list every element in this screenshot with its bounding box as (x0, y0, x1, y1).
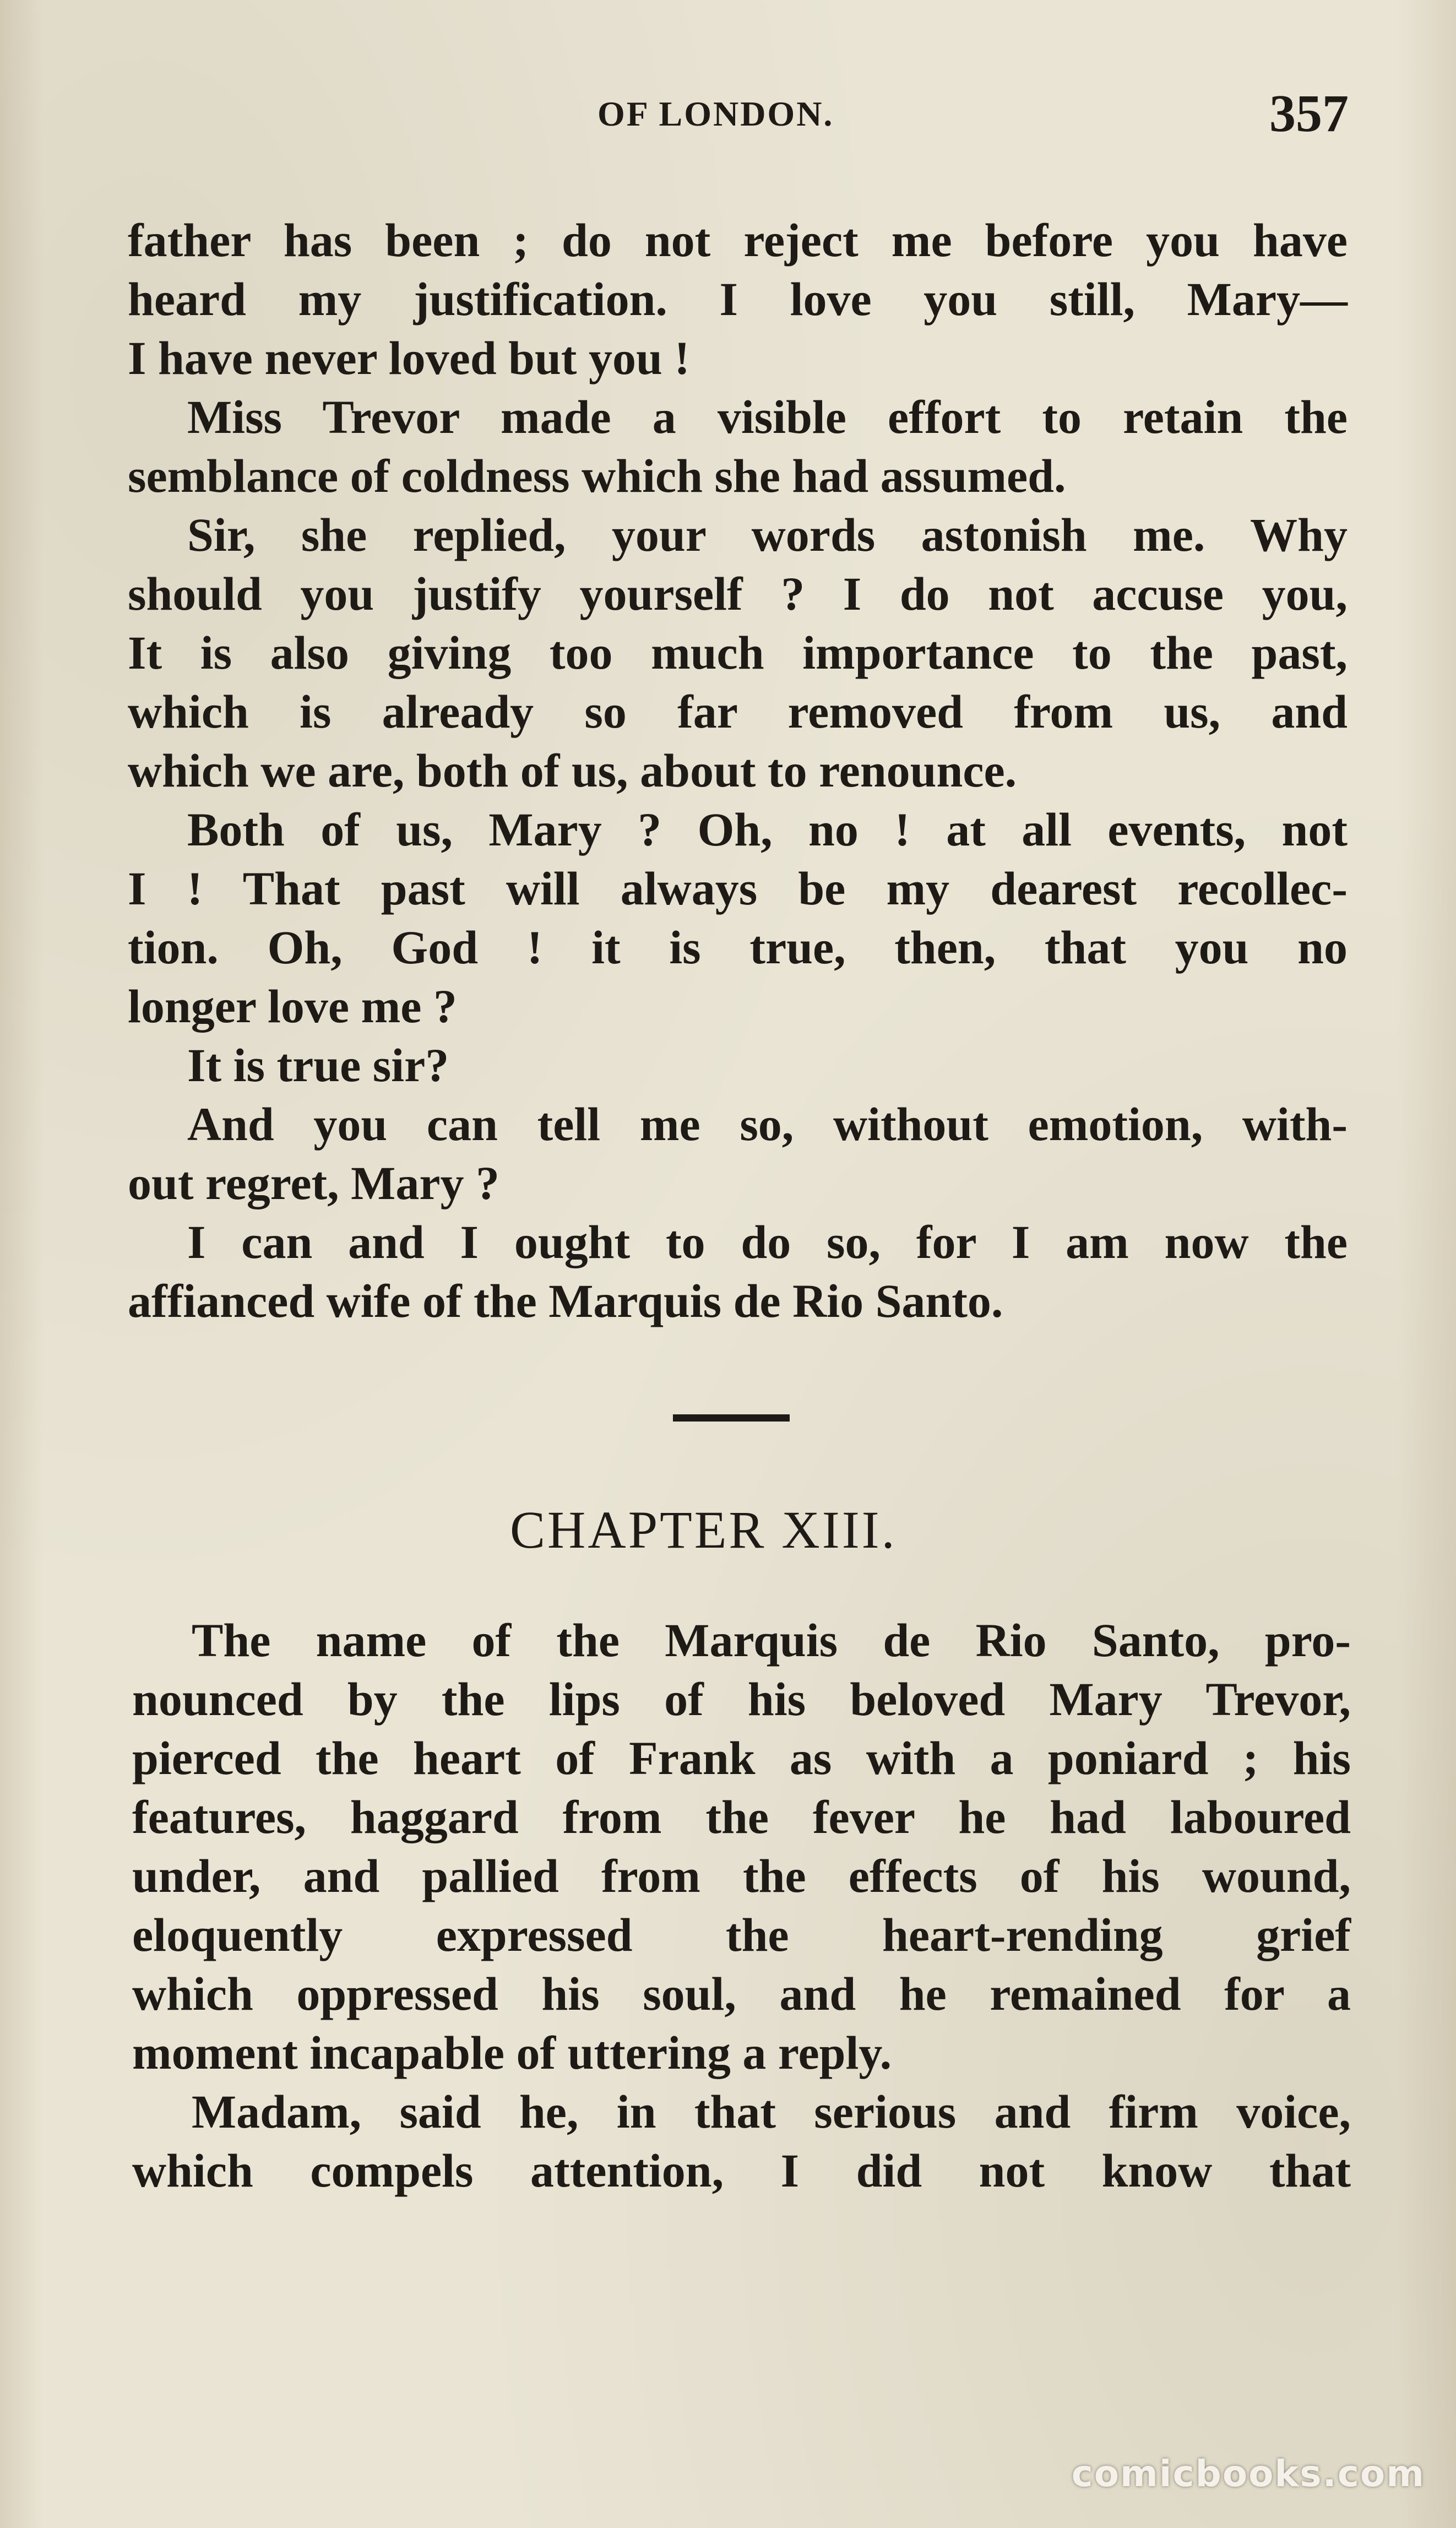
text-line: which we are, both of us, about to renounce. (128, 744, 1017, 797)
text-line: moment incapable of uttering a reply. (132, 2026, 892, 2079)
text-line: It is true sir? (187, 1039, 449, 1092)
text-line: heard my justification. I love you still, Mary— (128, 273, 1348, 326)
text-line: nounced by the lips of his beloved Mary Trevor, (132, 1673, 1351, 1726)
text-line: Miss Trevor made a visible effort to retain the (187, 390, 1348, 443)
body-text-after-chapter (132, 1611, 1351, 2200)
text-line: affianced wife of the Marquis de Rio Santo. (128, 1274, 1003, 1327)
text-line: pierced the heart of Frank as with a poniard ; his (132, 1732, 1351, 1784)
text-line: under, and pallied from the effects of his wound, (132, 1849, 1351, 1902)
chapter-heading: CHAPTER XIII. (510, 1500, 897, 1559)
text-line: Both of us, Mary ? Oh, no ! at all events, not (187, 803, 1348, 856)
text-line: And you can tell me so, without emotion, with- (187, 1098, 1348, 1151)
body-text-before-chapter (128, 211, 1348, 1331)
text-line: I ! That past will always be my dearest recollec- (128, 862, 1348, 915)
text-line: I can and I ought to do so, for I am now the (187, 1216, 1348, 1268)
text-line: longer love me ? (128, 980, 457, 1033)
text-line: which is already so far removed from us, and (128, 685, 1348, 738)
text-line: which compels attention, I did not know that (132, 2144, 1351, 2197)
watermark: comicbooks.com (1071, 2453, 1425, 2495)
text-line: The name of the Marquis de Rio Santo, pro- (192, 1614, 1351, 1667)
text-line: semblance of coldness which she had assumed. (128, 449, 1066, 502)
text-line: features, haggard from the fever he had laboured (132, 1791, 1351, 1843)
running-head: OF LONDON. (597, 94, 834, 133)
text-line: It is also giving too much importance to the past, (128, 626, 1348, 679)
text-line: should you justify yourself ? I do not accuse you, (128, 567, 1348, 620)
section-divider-rule (673, 1414, 790, 1422)
text-line: father has been ; do not reject me before you have (128, 214, 1348, 267)
text-line: Sir, she replied, your words astonish me. Why (187, 508, 1348, 561)
text-line: out regret, Mary ? (128, 1157, 500, 1209)
page-number: 357 (1269, 84, 1349, 143)
text-line: eloquently expressed the heart-rending grief (132, 1908, 1351, 1961)
text-line: which oppressed his soul, and he remained for a (132, 1967, 1351, 2020)
text-line: tion. Oh, God ! it is true, then, that you no (128, 921, 1348, 974)
text-line: Madam, said he, in that serious and firm voice, (192, 2085, 1351, 2138)
text-line: I have never loved but you ! (128, 332, 690, 384)
